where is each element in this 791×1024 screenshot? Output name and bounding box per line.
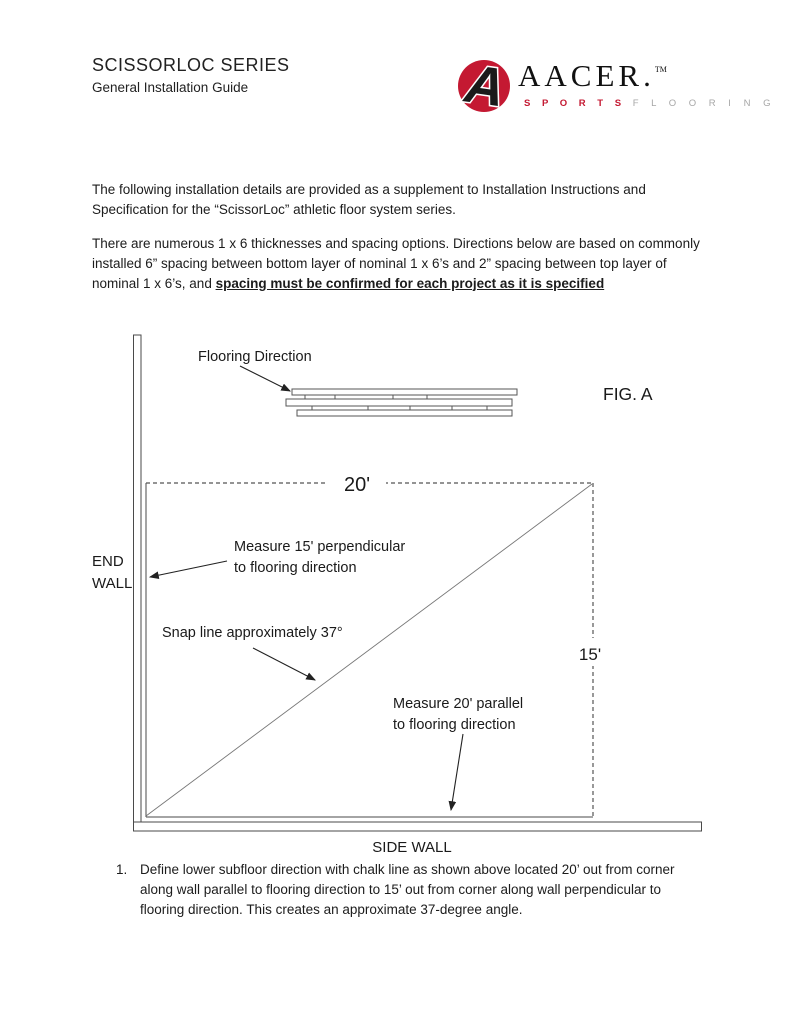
svg-text:A: A xyxy=(461,53,509,118)
end-wall-label-line2: WALL xyxy=(92,575,133,592)
measure-perpendicular-label-line2: to flooring direction xyxy=(234,560,357,576)
flooring-direction-arrow xyxy=(240,366,290,391)
paragraph-2-normal-text: There are numerous 1 x 6 thicknesses and spacing options. Directions below are based on commonly installed 6” spacing between bottom layer of nominal 1 x 6’s and 2” spacing between top layer of nominal 1 x 6’s, and xyxy=(92,235,700,291)
figure-a-diagram xyxy=(0,330,791,862)
page-subtitle: General Installation Guide xyxy=(92,80,249,95)
figure-a xyxy=(0,330,791,862)
end-wall-label-line1: END xyxy=(92,553,124,570)
instruction-list xyxy=(116,860,684,920)
side-wall-label: SIDE WALL xyxy=(372,839,452,856)
measure-perpendicular-label-line1: Measure 15' perpendicular xyxy=(234,539,406,555)
list-item-text: Define lower subfloor direction with chalk line as shown above located 20’ out from corner along wall parallel to flooring direction to 15’ out from corner along wall perpendicular to flooring direction. This creates an approximate 37-degree angle. xyxy=(140,862,675,917)
list-item xyxy=(116,860,684,920)
tagline-sports: S P O R T S xyxy=(524,98,626,109)
measure-parallel-label-line2: to flooring direction xyxy=(393,717,516,733)
figure-label: FIG. A xyxy=(603,384,653,404)
page-title: SCISSORLOC SERIES xyxy=(92,55,290,75)
tagline-flooring: F L O O R I N G xyxy=(632,98,776,109)
aacer-a-circle-icon xyxy=(456,48,520,118)
measure-parallel-label-line1: Measure 20' parallel xyxy=(393,696,524,712)
intro-paragraph-1: The following installation details are provided as a supplement to Installation Instructions and Specification for the “ScissorLoc” athletic floor system series. xyxy=(92,181,646,217)
flooring-planks-illustration xyxy=(286,389,517,416)
end-wall-shape xyxy=(134,335,142,831)
flooring-direction-label: Flooring Direction xyxy=(198,349,312,365)
intro-paragraph-2 xyxy=(92,234,710,294)
snap-line-arrow xyxy=(253,648,315,680)
brand-wordmark xyxy=(518,58,667,94)
measure-parallel-arrow xyxy=(451,734,463,810)
snap-line-label: Snap line approximately 37° xyxy=(162,625,343,641)
measure-perpendicular-arrow xyxy=(150,561,227,577)
snap-line-diagonal xyxy=(146,484,592,816)
brand-tagline xyxy=(524,98,775,109)
right-dimension-label: 15' xyxy=(578,645,602,664)
aacer-logo xyxy=(456,46,776,118)
paragraph-2-emphasis-text: spacing must be confirmed for each project as it is specified xyxy=(215,275,605,291)
brand-name: AACER. xyxy=(518,58,655,93)
list-item-number: 1. xyxy=(116,862,128,877)
trademark-symbol: TM xyxy=(654,65,667,74)
side-wall-shape xyxy=(134,822,702,831)
top-dimension-label: 20' xyxy=(343,474,371,496)
